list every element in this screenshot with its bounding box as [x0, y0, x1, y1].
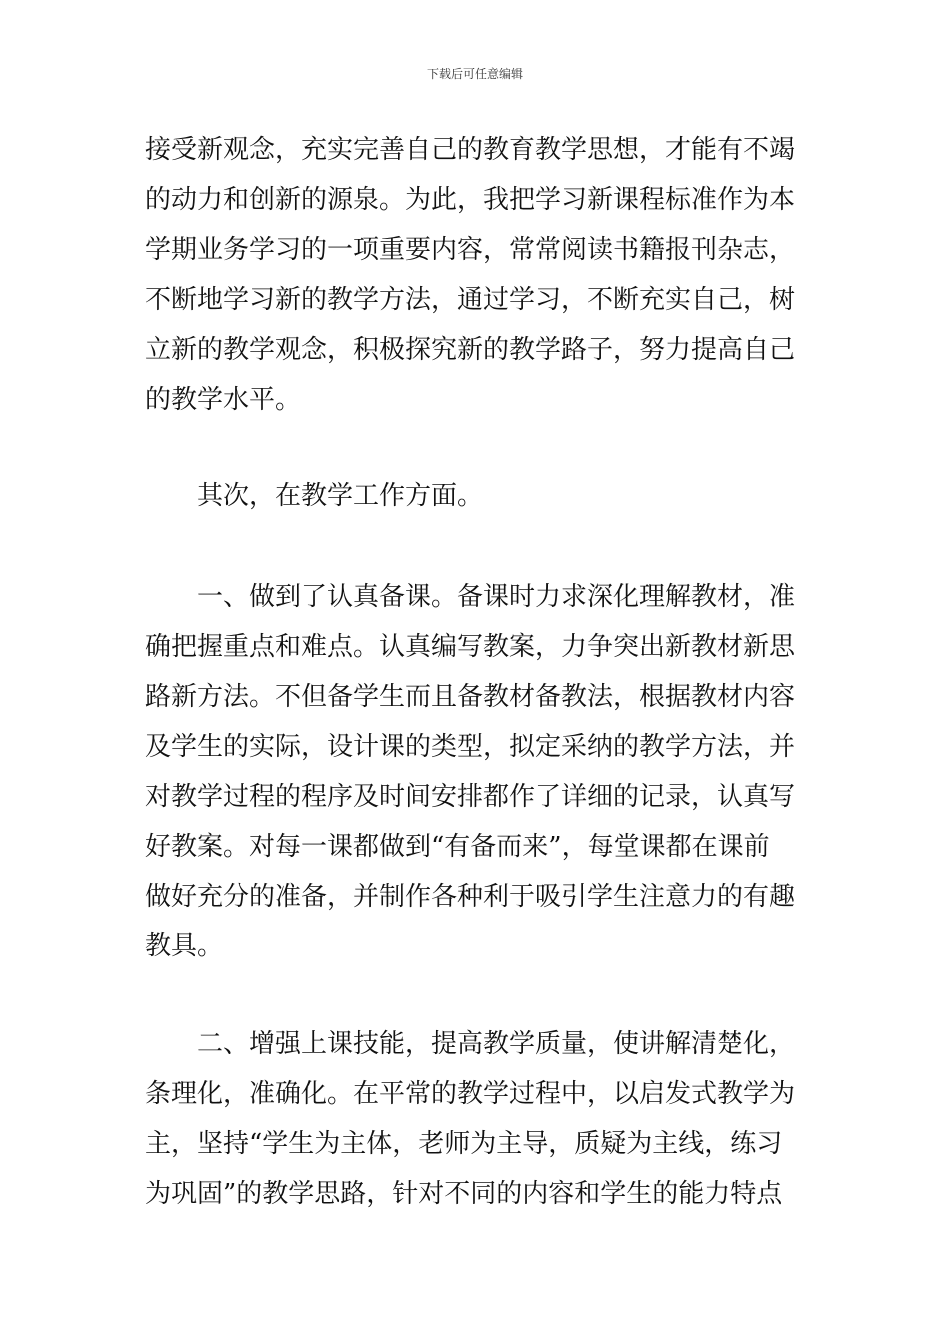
- text-line: 确把握重点和难点。认真编写教案，力争突出新教材新思: [145, 632, 796, 662]
- text-line: 接受新观念，充实完善自己的教育教学思想，才能有不竭: [145, 135, 796, 165]
- text-line: 二、增强上课技能，提高教学质量，使讲解清楚化，: [197, 1029, 796, 1059]
- text-line: 及学生的实际，设计课的类型，拟定采纳的教学方法，并: [145, 732, 796, 762]
- text-line: 教具。: [145, 931, 224, 961]
- text-line: 为巩固”的教学思路，针对不同的内容和学生的能力特点: [145, 1179, 783, 1209]
- text-line: 其次，在教学工作方面。: [197, 481, 484, 511]
- text-line: 路新方法。不但备学生而且备教材备教法，根据教材内容: [145, 682, 796, 712]
- text-line: 不断地学习新的教学方法，通过学习，不断充实自己，树: [145, 285, 796, 315]
- text-line: 立新的教学观念，积极探究新的教学路子，努力提高自己: [145, 335, 796, 365]
- text-line: 主，坚持“学生为主体，老师为主导，质疑为主线，练习: [145, 1129, 783, 1159]
- text-line: 做好充分的准备，并制作各种利于吸引学生注意力的有趣: [145, 882, 796, 912]
- text-line: 一、做到了认真备课。备课时力求深化理解教材，准: [197, 582, 796, 612]
- text-line: 的动力和创新的源泉。为此，我把学习新课程标准作为本: [145, 185, 796, 215]
- text-line: 学期业务学习的一项重要内容，常常阅读书籍报刊杂志，: [145, 235, 796, 265]
- text-line: 的教学水平。: [145, 385, 302, 415]
- text-line: 对教学过程的程序及时间安排都作了详细的记录，认真写: [145, 782, 796, 812]
- text-line: 好教案。对每一课都做到“有备而来”，每堂课都在课前: [145, 832, 770, 862]
- page-header: 下载后可任意编辑: [426, 67, 523, 81]
- text-line: 条理化，准确化。在平常的教学过程中，以启发式教学为: [145, 1079, 796, 1109]
